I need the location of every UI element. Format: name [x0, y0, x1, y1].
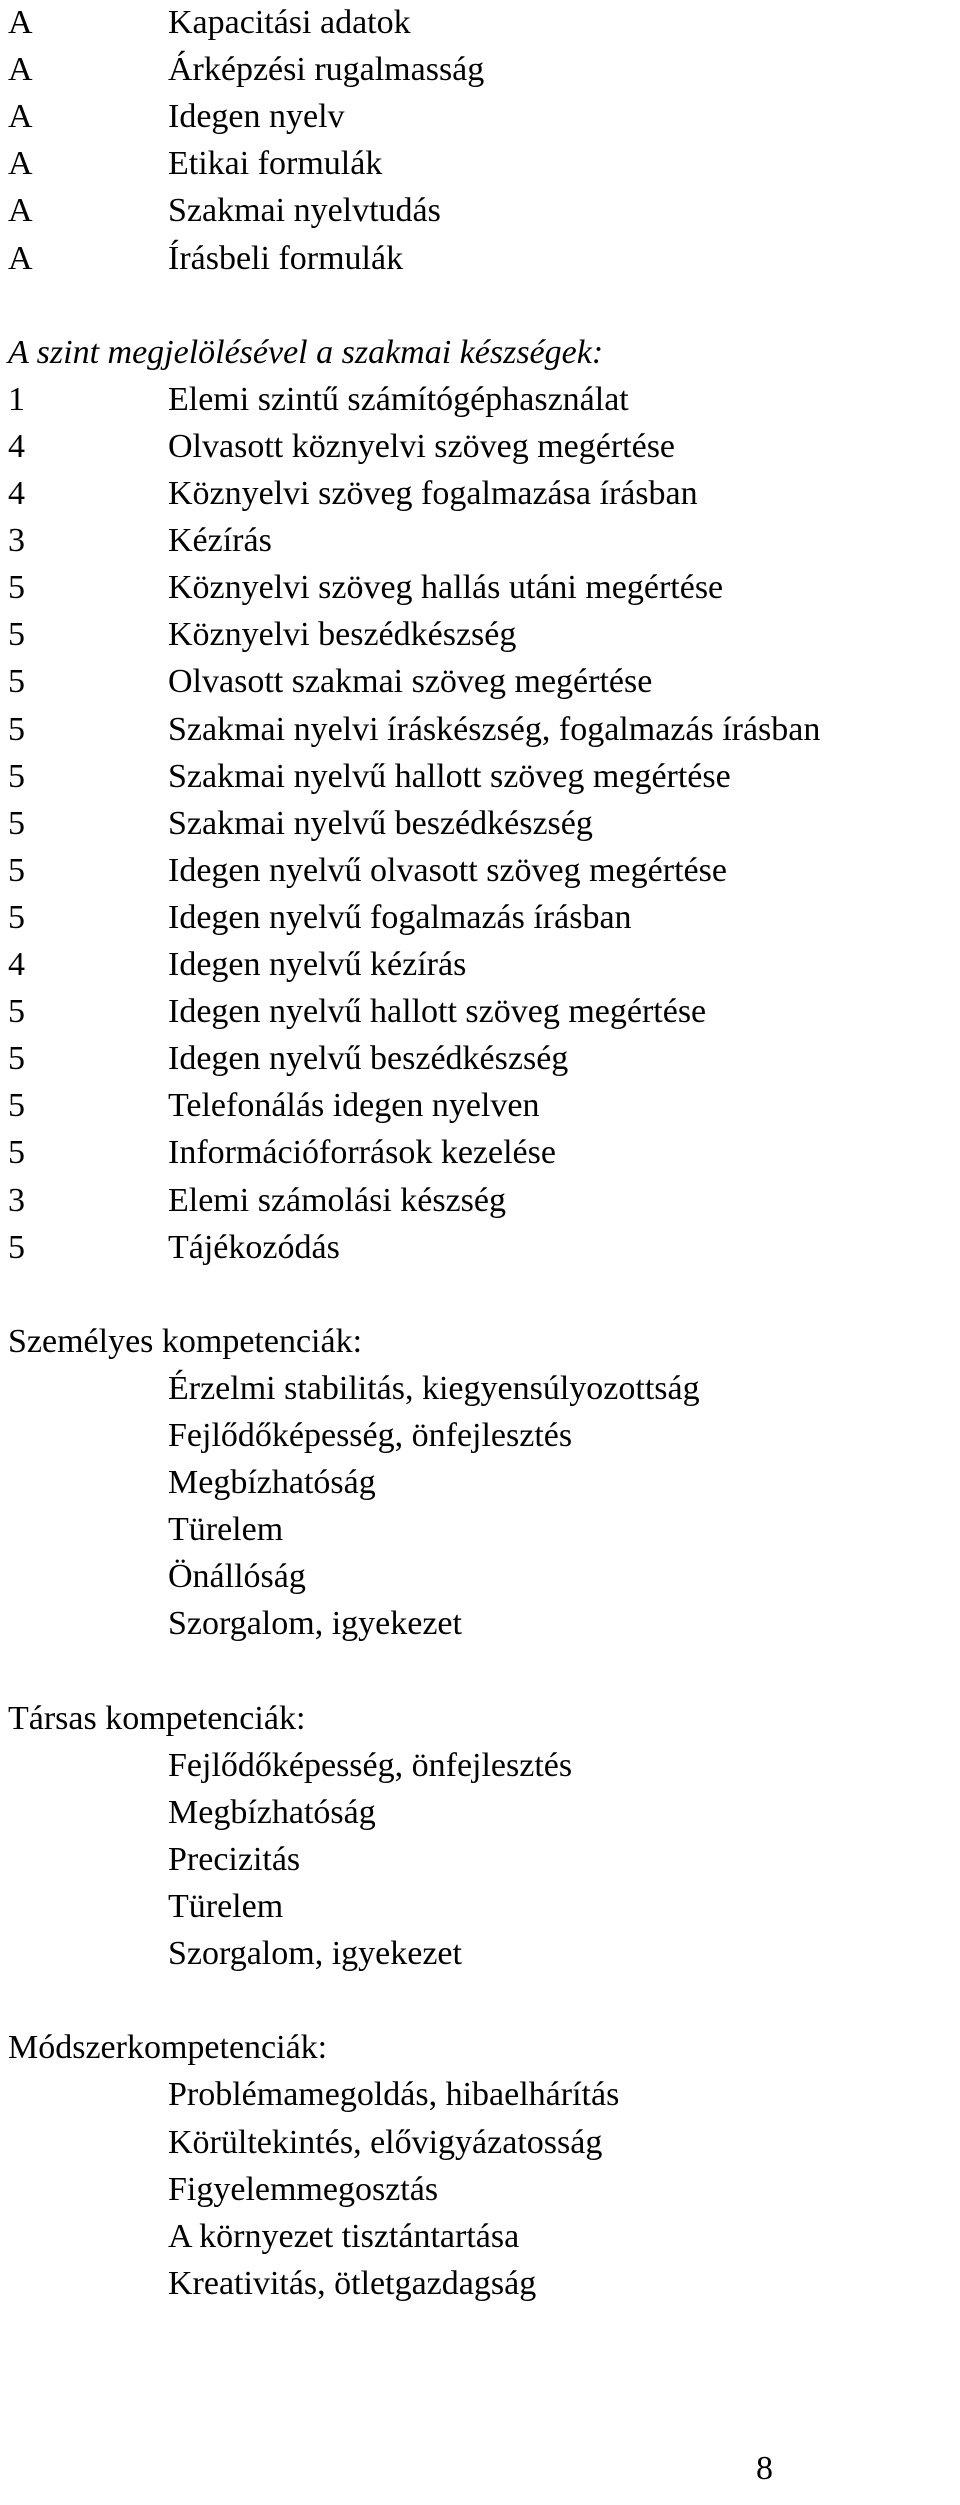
- list-item-text: Érzelmi stabilitás, kiegyensúlyozottság: [168, 1369, 700, 1407]
- list-item-text: Szakmai nyelvi íráskészség, fogalmazás írásban: [168, 710, 821, 748]
- level-code: 3: [8, 1181, 25, 1219]
- list-item-text: Türelem: [168, 1888, 284, 1925]
- level-code: A: [8, 239, 33, 277]
- list-item-text: Precizitás: [168, 1840, 301, 1878]
- list-item-text: Idegen nyelvű fogalmazás írásban: [168, 898, 632, 936]
- level-code: 5: [8, 1087, 25, 1125]
- level-code: 4: [8, 946, 25, 983]
- list-item-text: Olvasott köznyelvi szöveg megértése: [168, 427, 676, 465]
- list-item-text: Idegen nyelvű kézírás: [168, 946, 467, 983]
- level-code: A: [8, 192, 33, 230]
- list-item-text: Elemi szintű számítógéphasználat: [168, 380, 629, 418]
- level-code: 5: [8, 898, 25, 936]
- list-item-text: Telefonálás idegen nyelven: [168, 1087, 540, 1125]
- level-code: A: [8, 51, 33, 89]
- list-item-text: A környezet tisztántartása: [168, 2217, 520, 2255]
- list-item-text: Idegen nyelvű beszédkészség: [168, 1040, 569, 1078]
- level-code: 5: [8, 1040, 25, 1078]
- level-code: 3: [8, 522, 25, 560]
- level-code: A: [8, 4, 33, 41]
- level-code: 5: [8, 663, 25, 701]
- list-item-text: Etikai formulák: [168, 145, 383, 183]
- level-code: 4: [8, 475, 25, 512]
- level-code: A: [8, 98, 33, 136]
- level-code: 5: [8, 1134, 25, 1172]
- list-item-text: Idegen nyelv: [168, 98, 345, 136]
- list-item-text: Szakmai nyelvtudás: [168, 192, 441, 230]
- list-item-text: Figyelemmegosztás: [168, 2170, 439, 2208]
- level-code: 5: [8, 616, 25, 654]
- level-code: 5: [8, 804, 25, 842]
- list-item-text: Olvasott szakmai szöveg megértése: [168, 663, 653, 701]
- list-item-text: Fejlődőképesség, önfejlesztés: [168, 1417, 573, 1454]
- list-item-text: Megbízhatóság: [168, 1793, 376, 1831]
- section-heading-text: A szint megjelölésével a szakmai készségek:: [8, 333, 604, 371]
- level-code: 4: [8, 427, 25, 465]
- list-item-text: Köznyelvi szöveg fogalmazása írásban: [168, 475, 698, 512]
- list-item-text: Információforrások kezelése: [168, 1134, 556, 1172]
- level-code: 5: [8, 757, 25, 795]
- list-item-text: Írásbeli formulák: [168, 239, 404, 277]
- list-item-text: Körültekintés, elővigyázatosság: [168, 2123, 603, 2161]
- level-code: 1: [8, 380, 25, 418]
- list-item-text: Árképzési rugalmasság: [168, 51, 485, 89]
- page-number: 8: [756, 2450, 773, 2487]
- list-item-text: Kreativitás, ötletgazdagság: [168, 2264, 537, 2302]
- list-item-text: Idegen nyelvű olvasott szöveg megértése: [168, 851, 727, 889]
- list-item-text: Problémamegoldás, hibaelhárítás: [168, 2076, 620, 2114]
- list-item-text: Önállóság: [168, 1558, 306, 1596]
- level-code: 5: [8, 851, 25, 889]
- level-code: 5: [8, 569, 25, 607]
- section-heading-text: Személyes kompetenciák:: [8, 1322, 363, 1360]
- list-item-text: Kapacitási adatok: [168, 4, 411, 41]
- section-heading-text: Társas kompetenciák:: [8, 1699, 306, 1737]
- list-item-text: Fejlődőképesség, önfejlesztés: [168, 1746, 573, 1784]
- level-code: 5: [8, 993, 25, 1031]
- list-item-text: Elemi számolási készség: [168, 1181, 507, 1219]
- section-heading-text: Módszerkompetenciák:: [8, 2029, 328, 2067]
- list-item-text: Szakmai nyelvű beszédkészség: [168, 804, 593, 842]
- list-item-text: Szakmai nyelvű hallott szöveg megértése: [168, 757, 731, 795]
- list-item-text: Szorgalom, igyekezet: [168, 1935, 462, 1973]
- list-item-text: Köznyelvi szöveg hallás utáni megértése: [168, 569, 724, 607]
- list-item-text: Köznyelvi beszédkészség: [168, 616, 517, 654]
- list-item-text: Megbízhatóság: [168, 1464, 376, 1502]
- level-code: A: [8, 145, 33, 183]
- level-code: 5: [8, 710, 25, 748]
- list-item-text: Tájékozódás: [168, 1228, 340, 1266]
- list-item-text: Kézírás: [168, 522, 272, 560]
- level-code: 5: [8, 1228, 25, 1266]
- list-item-text: Szorgalom, igyekezet: [168, 1605, 462, 1643]
- list-item-text: Idegen nyelvű hallott szöveg megértése: [168, 993, 707, 1031]
- list-item-text: Türelem: [168, 1511, 284, 1549]
